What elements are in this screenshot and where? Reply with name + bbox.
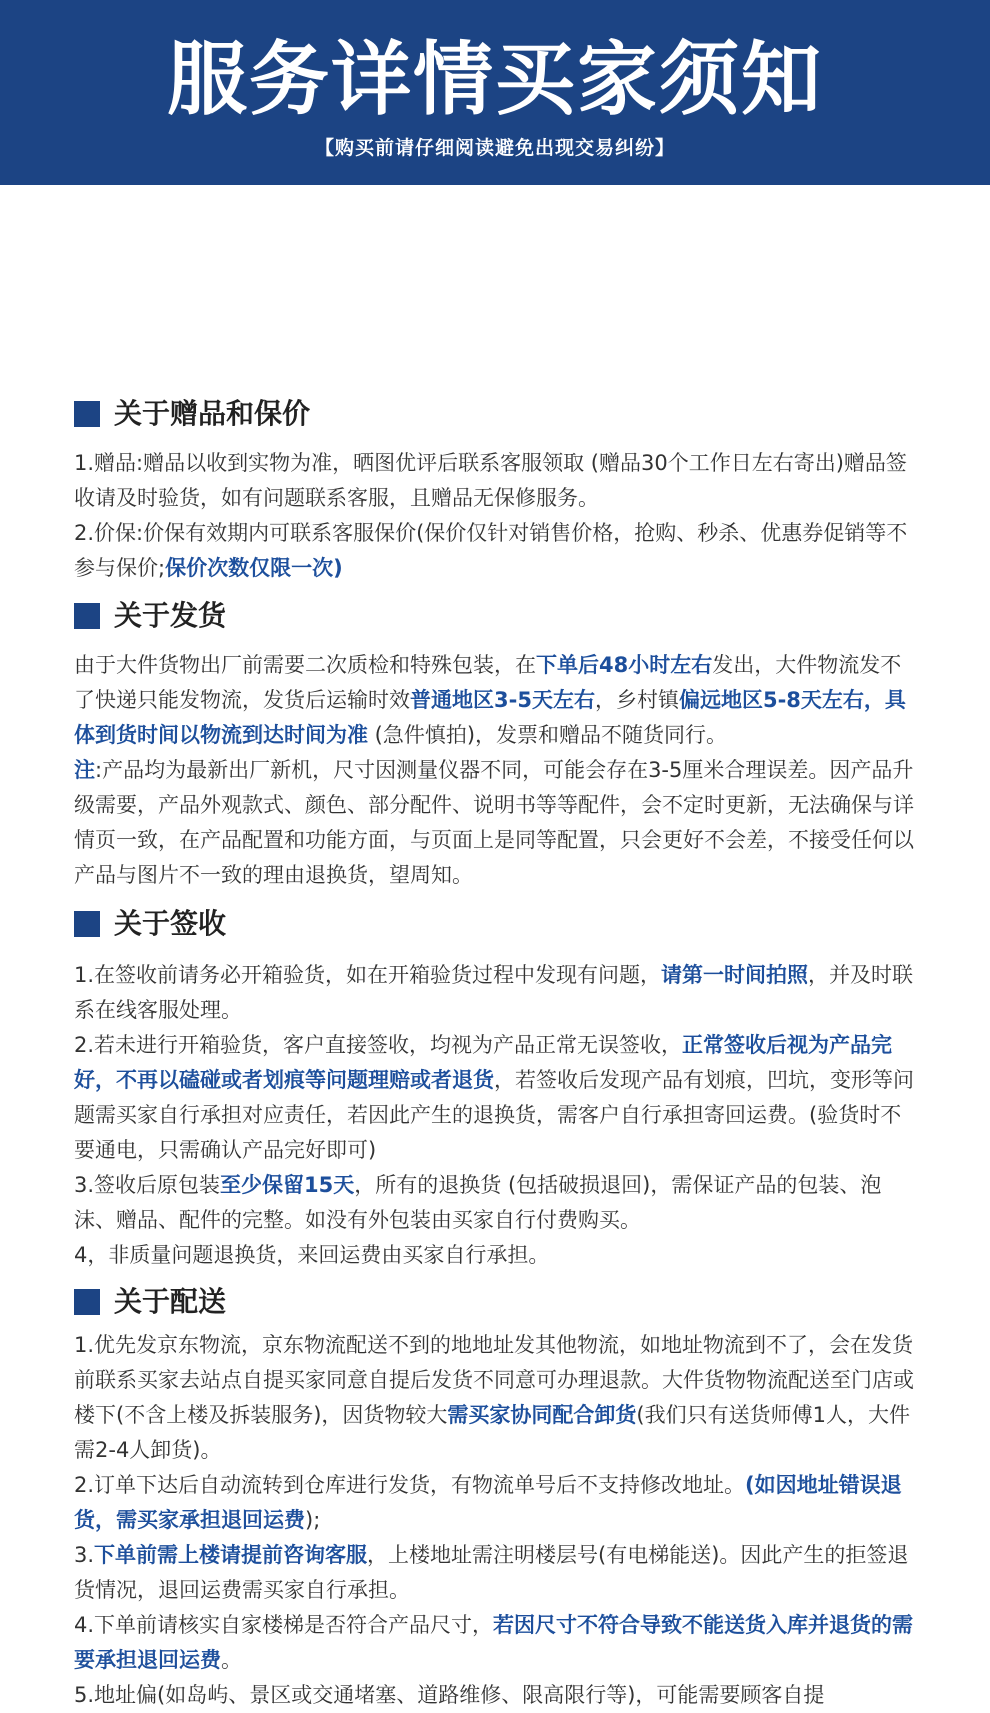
paragraph	[74, 1608, 922, 1678]
square-bullet-icon	[74, 911, 100, 937]
highlighted-text: 请第一时间拍照	[661, 963, 809, 987]
paragraph-text: 1.优先发京东物流，京东物流配送不到的地地址发其他物流，如地址物流到不了，会在发货前联系买家去站点自提买家同意自提后发货不同意可办理退款。大件货物物流配送至门店或楼下(不含上楼及拆装服务)，因货物较大	[74, 1333, 914, 1427]
paragraph-text: ，若签收后发现产品有划痕，凹坑，变形等问题需买家自行承担对应责任，若因此产生的退换货，需客户自行承担寄回运费。(验货时不要通电，只需确认产品完好即可)	[74, 1068, 914, 1162]
paragraph-text: ，并及时联系在线客服处理。	[74, 963, 914, 1022]
highlighted-text: 需买家协同配合卸货	[447, 1403, 637, 1427]
paragraph-text: 发出，大件物流发不了快递只能发物流，发货后运输时效	[74, 653, 902, 712]
page-subtitle: 【购买前请仔细阅读避免出现交易纠纷】	[314, 137, 675, 159]
highlighted-text: 下单前需上楼请提前咨询客服	[94, 1543, 368, 1567]
paragraph-text: 2.价保:价保有效期内可联系客服保价(保价仅针对销售价格，抢购、秒杀、优惠券促销等不参与保价;	[74, 521, 908, 580]
highlighted-text: (如因地址错误退货，需买家承担退回运费	[74, 1473, 902, 1532]
paragraph-text: 由于大件货物出厂前需要二次质检和特殊包装，在	[74, 653, 536, 677]
highlighted-text: 下单后48小时左右	[536, 653, 713, 677]
paragraph	[74, 648, 922, 753]
highlighted-text: 注	[74, 758, 95, 782]
paragraph-text: 3.	[74, 1543, 95, 1567]
paragraph-text: 3.签收后原包装	[74, 1173, 221, 1197]
paragraph-text: 。	[221, 1648, 242, 1672]
highlighted-text: 正常签收后视为产品完好，不再以磕碰或者划痕等问题理赔或者退货	[74, 1033, 893, 1092]
paragraph	[74, 1468, 922, 1538]
paragraph-text: 4，非质量问题退换货，来回运费由买家自行承担。	[74, 1243, 550, 1267]
paragraph	[74, 1028, 922, 1168]
highlighted-text: 若因尺寸不符合导致不能送货入库并退货的需要承担退回运费	[74, 1613, 914, 1672]
paragraph-text: (我们只有送货师傅1人，大件需2-4人卸货)。	[74, 1403, 910, 1462]
paragraph	[74, 1538, 922, 1608]
paragraph	[74, 1678, 922, 1713]
paragraph	[74, 446, 922, 516]
paragraph	[74, 753, 922, 893]
section-title: 关于赠品和保价	[114, 397, 311, 430]
highlighted-text: 保价次数仅限一次)	[165, 556, 343, 580]
page-title: 服务详情买家须知	[167, 33, 823, 126]
square-bullet-icon	[74, 1289, 100, 1315]
section-title: 关于发货	[114, 599, 227, 632]
paragraph	[74, 516, 922, 586]
header-banner	[0, 0, 990, 185]
paragraph-text: ，上楼地址需注明楼层号(有电梯能送)。因此产生的拒签退货情况，退回运费需买家自行承担。	[74, 1543, 909, 1602]
paragraph-text: 5.地址偏(如岛屿、景区或交通堵塞、道路维修、限高限行等)，可能需要顾客自提	[74, 1683, 825, 1707]
highlighted-text: 至少保留15天	[220, 1173, 355, 1197]
paragraph	[74, 1168, 922, 1238]
section-title: 关于配送	[114, 1285, 227, 1318]
paragraph	[74, 1328, 922, 1468]
paragraph-text: ，乡村镇	[594, 688, 679, 712]
paragraph-text: :产品均为最新出厂新机，尺寸因测量仪器不同，可能会存在3-5厘米合理误差。因产品升级需要，产品外观款式、颜色、部分配件、说明书等等配件，会不定时更新，无法确保与详情页一致，在产品配置和功能方面，与页面上是同等配置，只会更好不会差，不接受任何以产品与图片不一致的理由退换货，望周知。	[74, 758, 914, 887]
paragraph-text: 4.下单前请核实自家楼梯是否符合产品尺寸，	[74, 1613, 494, 1637]
highlighted-text: 偏远地区5-8天左右，具体到货时间以物流到达时间为准	[74, 688, 906, 747]
paragraph-text: 2.若未进行开箱验货，客户直接签收，均视为产品正常无误签收，	[74, 1033, 683, 1057]
paragraph	[74, 958, 922, 1028]
section-title: 关于签收	[114, 907, 227, 940]
paragraph-text: ，所有的退换货 (包括破损退回)，需保证产品的包装、泡沫、赠品、配件的完整。如没有外包装由买家自行付费购买。	[74, 1173, 882, 1232]
square-bullet-icon	[74, 603, 100, 629]
paragraph-text: 2.订单下达后自动流转到仓库进行发货，有物流单号后不支持修改地址。	[74, 1473, 746, 1497]
paragraph-text: (急件慎拍)，发票和赠品不随货同行。	[368, 723, 728, 747]
square-bullet-icon	[74, 401, 100, 427]
highlighted-text: 普通地区3-5天左右	[410, 688, 595, 712]
paragraph-text: 1.赠品:赠品以收到实物为准，晒图优评后联系客服领取 (赠品30个工作日左右寄出)赠品签收请及时验货，如有问题联系客服，且赠品无保修服务。	[74, 451, 907, 510]
paragraph-text: );	[305, 1508, 321, 1532]
paragraph	[74, 1238, 922, 1273]
paragraph-text: 1.在签收前请务必开箱验货，如在开箱验货过程中发现有问题，	[74, 963, 662, 987]
